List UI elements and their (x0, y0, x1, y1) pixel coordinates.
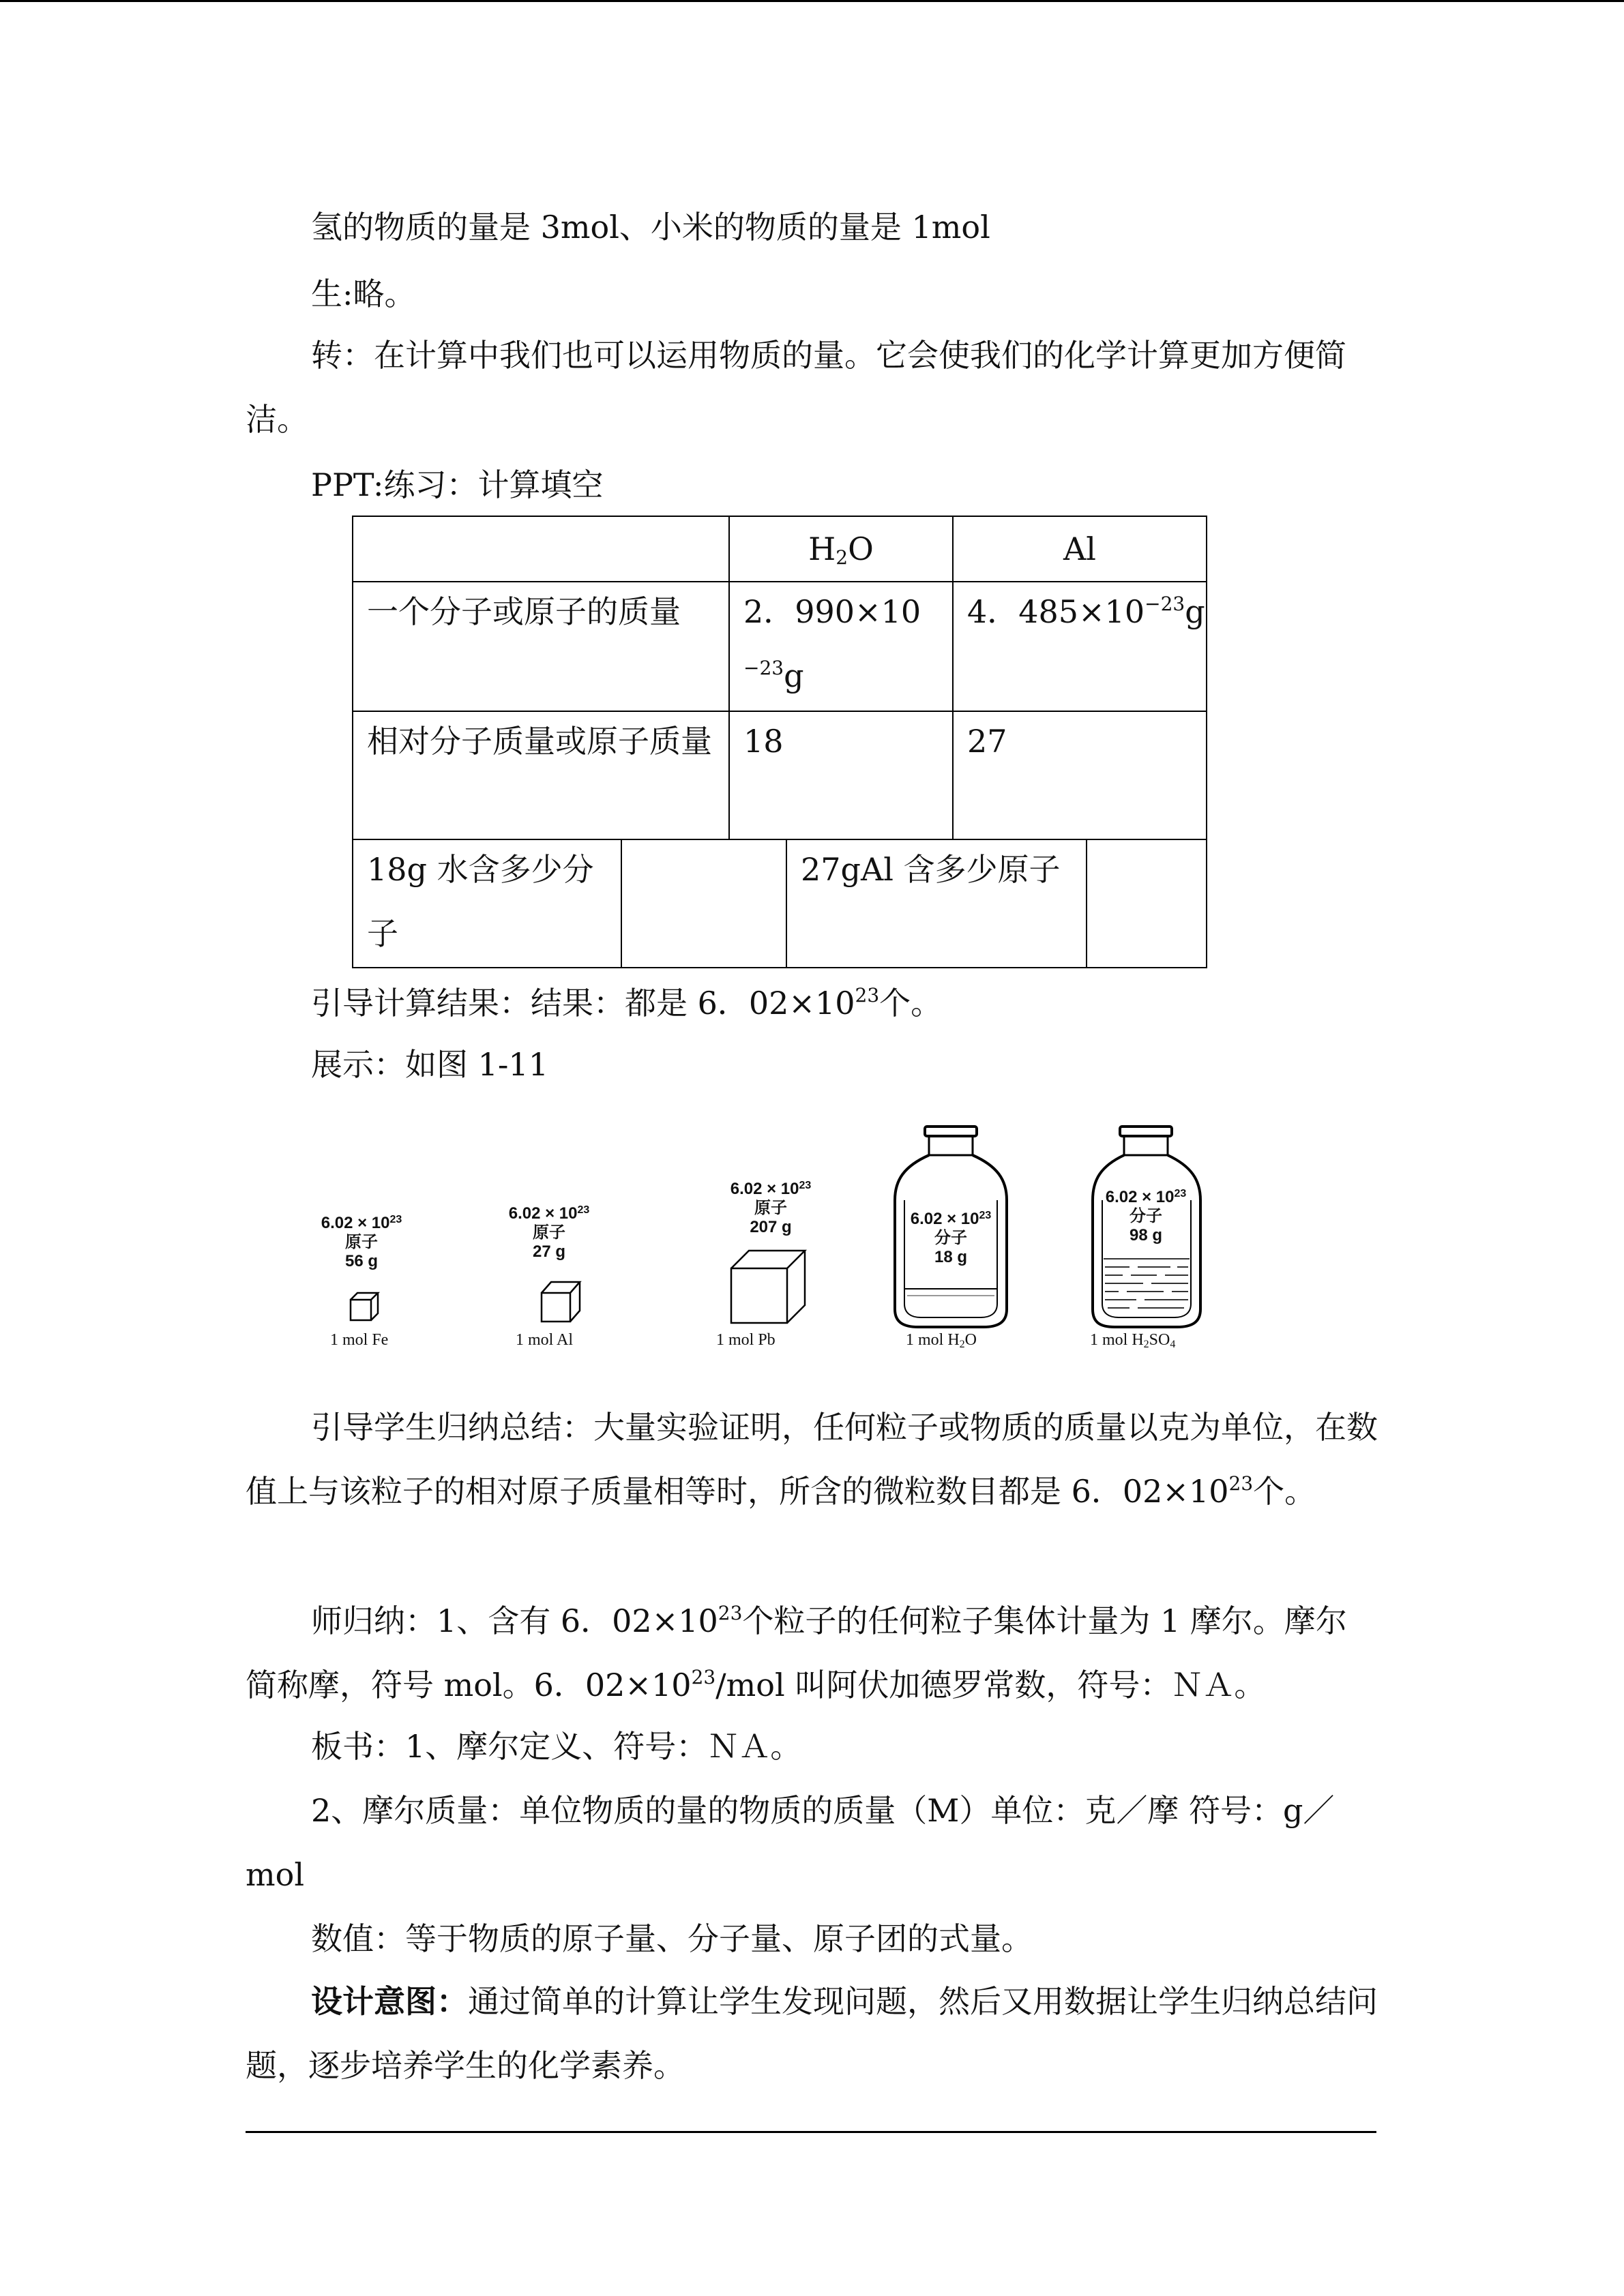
row1-water-mass: 2．$990\times 10^{-23}g$ (743, 593, 921, 694)
para-board-2: 2、摩尔质量：单位物质的量的物质的质量（M）单位：克／摩 符号：g／mol (246, 1792, 1335, 1893)
pb-cube-icon (728, 1248, 808, 1326)
fe-cube-icon (348, 1290, 381, 1323)
row2-water-value: 18 (743, 723, 784, 760)
row3-water-question: 18g 水含多少分子 (367, 851, 594, 952)
bottom-rule (246, 2131, 1376, 2133)
line-hydrogen: 氢的物质的量是 3mol、小米的物质的量是 1mol (311, 209, 990, 245)
para-board-1: 板书：1、摩尔定义、符号：ＮＡ。 (311, 1728, 802, 1765)
para-design-intent: 设计意图：通过简单的计算让学生发现问题，然后又用数据让学生归纳总结问题，逐步培养学生的化学素养。 (246, 1983, 1378, 2084)
calc-table (352, 516, 1207, 968)
row2-al-value: 27 (967, 723, 1007, 760)
sulfuric-acid-label: $6.02 \times 10^{23}$ 分子 98 g (1105, 1188, 1187, 1244)
pb-label: $6.02 \times 10^{23}$ 原子 207 g (730, 1180, 812, 1236)
header-aluminium: Al (1063, 531, 1096, 567)
pb-caption: 1 mol Pb (716, 1331, 776, 1349)
para-induction: 引导学生归纳总结：大量实验证明，任何粒子或物质的质量以克为单位，在数值上与该粒子的相对原子质量相等时，所含的微粒数目都是 6．$02\times 10^{23}$个。 (246, 1409, 1378, 1510)
line-student: 生:略。 (311, 275, 416, 312)
al-caption: 1 mol Al (516, 1331, 574, 1349)
al-label: $6.02 \times 10^{23}$ 原子 27 g (508, 1204, 590, 1261)
sulfuric-acid-caption: 1 mol $H_2SO_4$ (1090, 1331, 1176, 1350)
al-cube-icon (539, 1279, 582, 1324)
row3-al-question: 27gAl 含多少原子 (801, 851, 1061, 888)
water-label: $6.02 \times 10^{23}$ 分子 18 g (910, 1210, 992, 1266)
figure-1-11 (321, 1118, 1235, 1364)
fe-label: $6.02 \times 10^{23}$ 原子 56 g (321, 1214, 402, 1270)
fe-caption: 1 mol Fe (330, 1331, 389, 1349)
line-transition: 转：在计算中我们也可以运用物质的量。它会使我们的化学计算更加方便简洁。 (246, 337, 1346, 438)
water-caption: 1 mol $H_2O$ (906, 1331, 977, 1350)
line-result: 引导计算结果：结果：都是 6．$02\times 10^{23}$个。 (311, 984, 943, 1022)
header-water: $H_2O$ (808, 531, 874, 569)
para-value: 数值：等于物质的原子量、分子量、原子团的式量。 (311, 1920, 1033, 1957)
row2-label: 相对分子质量或原子质量 (367, 723, 712, 760)
line-ppt: PPT:练习：计算填空 (311, 466, 604, 503)
row1-al-mass: 4．$485\times 10^{-23}g$ (967, 593, 1205, 630)
line-show: 展示：如图 1-11 (311, 1046, 548, 1083)
para-teacher-summary: 师归纳：1、含有 6．$02\times 10^{23}$个粒子的任何粒子集体计量为 1 摩尔。摩尔简称摩，符号 mol。6．$02\times 10^{23}$/mol 叫阿伏加德罗常数，符号：ＮＡ。 (246, 1602, 1347, 1703)
top-rule (0, 0, 1624, 2)
row1-label: 一个分子或原子的质量 (367, 593, 681, 630)
